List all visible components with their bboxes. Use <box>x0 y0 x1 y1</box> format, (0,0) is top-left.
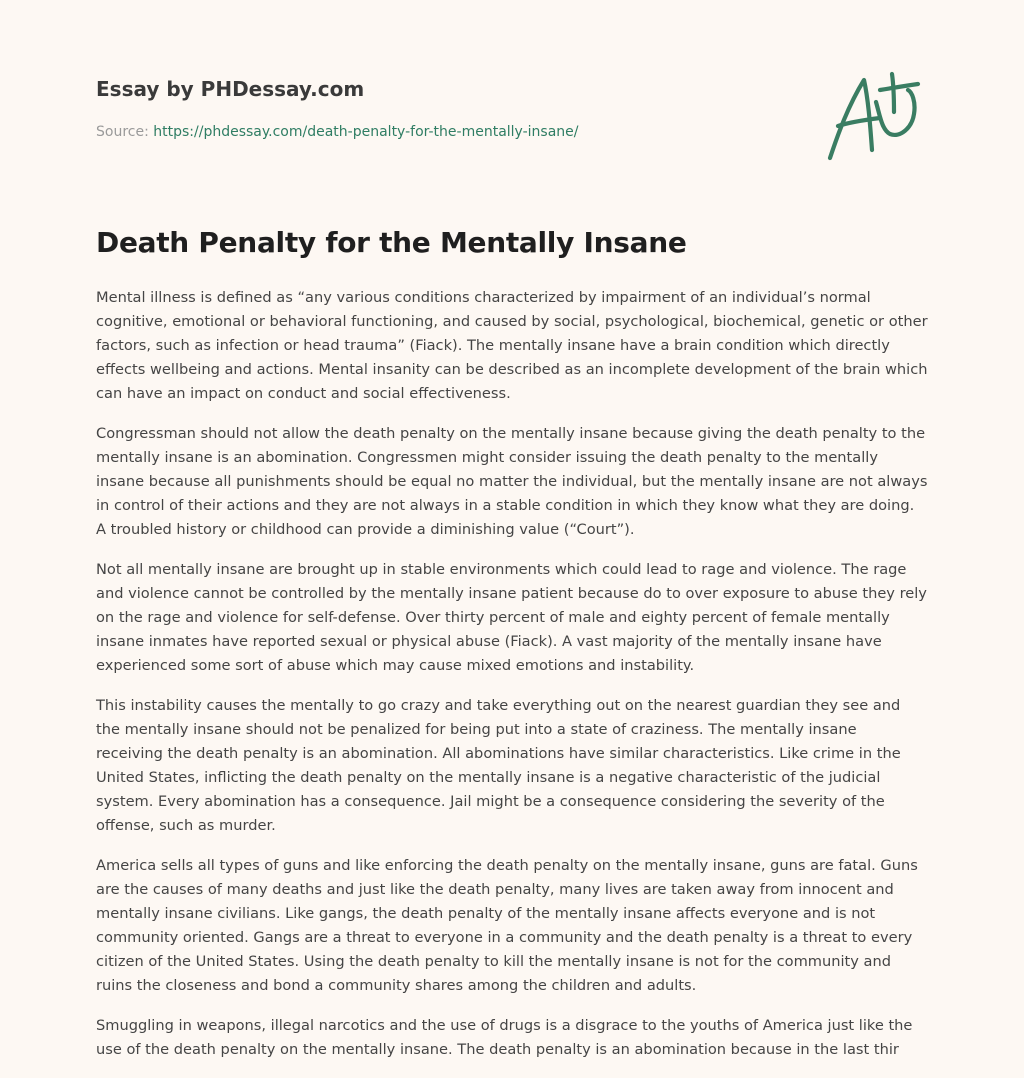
essay-paragraph: Congressman should not allow the death penalty on the mentally insane because giving the death penalty to the mentally insane is an abomination. Congressmen might consider issuing the death penalty to the mentally insane because all punishments should be equal no matter the individual, but the mentally insane are not always in control of their actions and they are not always in a stable condition in which they know what they are doing. A troubled history or childhood can provide a diminishing value (“Court”). <box>96 425 928 538</box>
essay-paragraph: Not all mentally insane are brought up in stable environments which could lead to rage and violence. The rage and violence cannot be controlled by the mentally insane patient because do to over exposure to abuse they rely on the rage and violence for self-defense. Over thirty percent of male and eighty percent of female mentally insane inmates have reported sexual or physical abuse (Fiack). A vast majority of the mentally insane have experienced some sort of abuse which may cause mixed emotions and instability. <box>96 561 927 674</box>
essay-title: Death Penalty for the Mentally Insane <box>96 226 687 259</box>
source-link[interactable]: https://phdessay.com/death-penalty-for-the-mentally-insane/ <box>153 124 579 140</box>
essay-body <box>96 286 928 1078</box>
essay-paragraph: Mental illness is defined as “any various conditions characterized by impairment of an individual’s normal cognitive, emotional or behavioral functioning, and caused by social, psychological, biochemical, genetic or other factors, such as infection or head trauma” (Fiack). The mentally insane have a brain condition which directly effects wellbeing and actions. Mental insanity can be described as an incomplete development of the brain which can have an impact on conduct and social effectiveness. <box>96 289 928 402</box>
a-plus-logo-icon <box>824 68 928 164</box>
essay-paragraph: America sells all types of guns and like enforcing the death penalty on the mentally insane, guns are fatal. Guns are the causes of many deaths and just like the death penalty, many lives are taken away from innocent and mentally insane civilians. Like gangs, the death penalty of the mentally insane affects everyone and is not community oriented. Gangs are a threat to everyone in a community and the death penalty is a threat to every citizen of the United States. Using the death penalty to kill the mentally insane is not for the community and ruins the closeness and bond a community shares among the children and adults. <box>96 857 918 994</box>
site-brand: Essay by PHDessay.com <box>96 77 365 101</box>
source-label: Source: <box>96 124 149 140</box>
essay-paragraph: Smuggling in weapons, illegal narcotics and the use of drugs is a disgrace to the youths of America just like the use of the death penalty on the mentally insane. The death penalty is an abomination because in the last thir <box>96 1017 913 1058</box>
essay-paragraph: This instability causes the mentally to go crazy and take everything out on the nearest guardian they see and the mentally insane should not be penalized for being put into a state of craziness. The mentally insane receiving the death penalty is an abomination. All abominations have similar characteristics. Like crime in the United States, inflicting the death penalty on the mentally insane is a negative characteristic of the judicial system. Every abomination has a consequence. Jail might be a consequence considering the severity of the offense, such as murder. <box>96 697 901 834</box>
source-line <box>96 124 578 140</box>
